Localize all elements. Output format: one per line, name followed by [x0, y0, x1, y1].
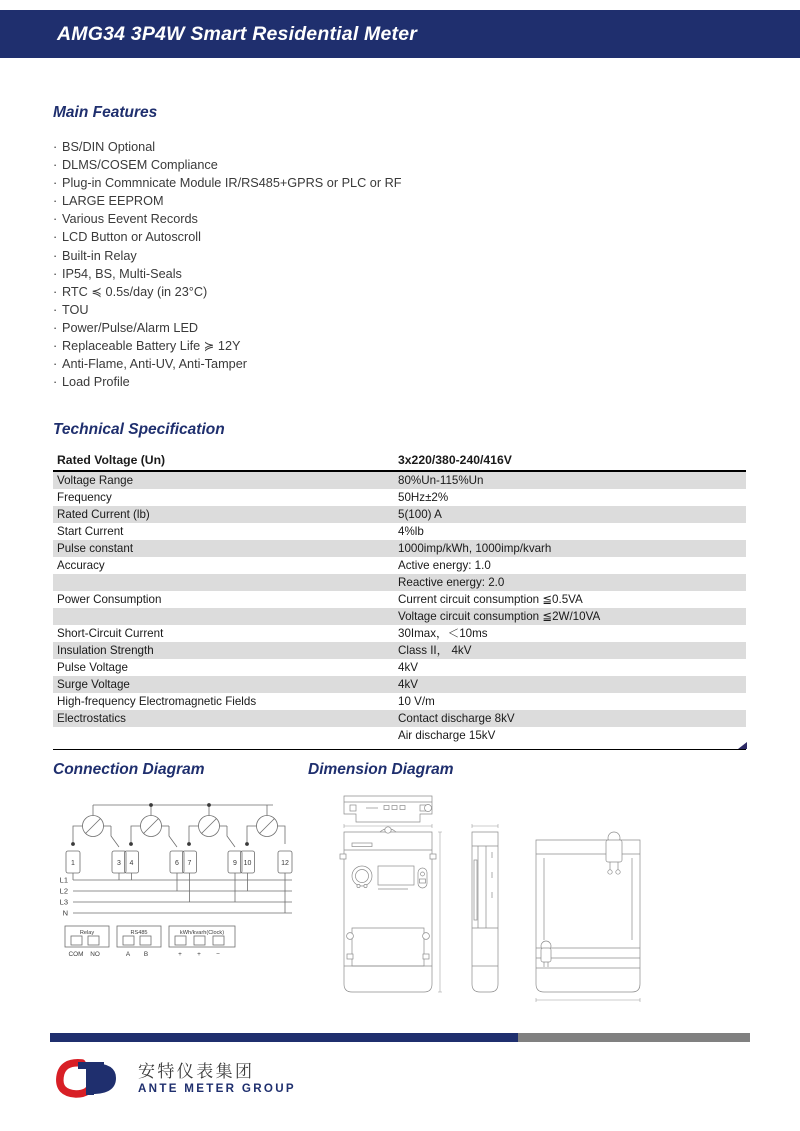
ct-group-3	[189, 805, 235, 847]
list-item	[53, 228, 513, 246]
table-cell-value: 1000imp/kWh, 1000imp/kvarh	[394, 540, 746, 557]
list-item	[53, 337, 513, 355]
ct-group-2	[131, 805, 177, 847]
table-bottom-rule	[53, 749, 746, 750]
dimension-diagram-figure	[322, 788, 747, 1013]
table-cell-label: Voltage Range	[53, 471, 394, 489]
terminal-pin-label: NO	[90, 951, 100, 958]
table-cell-value: 30Imax，＜10ms	[394, 625, 746, 642]
dimension-diagram-heading: Dimension Diagram	[308, 761, 454, 778]
phase-label: N	[62, 908, 68, 918]
terminal-pin-label-group	[69, 951, 221, 958]
terminal-number: 12	[281, 860, 289, 867]
bullet-marker: ·	[53, 140, 58, 154]
table-cell-label: Rated Voltage (Un)	[53, 452, 394, 471]
table-cell-value: 4kV	[394, 659, 746, 676]
table-cell-label: Accuracy	[53, 557, 394, 574]
terminal-pin-label: −	[216, 951, 220, 958]
bullet-marker: ·	[53, 230, 58, 245]
terminal-pin-label: A	[125, 951, 131, 958]
table-row	[53, 608, 746, 625]
table-cell-label: Electrostatics	[53, 710, 394, 727]
technical-specification-heading: Technical Specification	[53, 421, 225, 438]
list-item	[53, 301, 513, 319]
list-item	[53, 283, 513, 301]
table-cell-value: 5(100) A	[394, 506, 746, 523]
table-cell-value: Current circuit consumption ≦0.5VA	[394, 591, 746, 608]
list-item	[53, 210, 513, 228]
list-item	[53, 373, 513, 391]
bullet-marker: ·	[53, 284, 58, 299]
table-cell-value: 4kV	[394, 676, 746, 693]
table-cell-label: Power Consumption	[53, 591, 394, 608]
ante-meter-group-logo	[52, 1053, 130, 1105]
table-row	[53, 642, 746, 659]
table-cell-label: Insulation Strength	[53, 642, 394, 659]
list-item	[53, 174, 513, 192]
feature-label: RTC ≼ 0.5s/day (in 23°C)	[62, 284, 208, 299]
table-cell-label: Frequency	[53, 489, 394, 506]
junction-dot	[207, 803, 211, 807]
table-cell-value: Active energy: 1.0	[394, 557, 746, 574]
bullet-marker: ·	[53, 176, 58, 191]
table-cell-value: Air discharge 15kV	[394, 727, 746, 744]
bullet-marker: ·	[53, 375, 58, 390]
terminal-number: 7	[187, 860, 192, 867]
feature-label: Anti-Flame, Anti-UV, Anti-Tamper	[62, 357, 247, 372]
table-header-row	[53, 452, 746, 471]
feature-label: LARGE EEPROM	[62, 194, 164, 209]
bullet-marker: ·	[53, 158, 58, 173]
terminal-block-title-group	[80, 930, 224, 936]
page-title-bar	[0, 10, 800, 58]
footer-rule	[50, 1033, 750, 1042]
table-cell-value: 10 V/m	[394, 693, 746, 710]
junction-dot	[129, 842, 133, 846]
table-row	[53, 693, 746, 710]
terminal-block-title: RS485	[130, 930, 148, 936]
main-features-heading: Main Features	[53, 104, 158, 121]
table-cell-label: High-frequency Electromagnetic Fields	[53, 693, 394, 710]
table-cell-value: Voltage circuit consumption ≦2W/10VA	[394, 608, 746, 625]
table-row	[53, 659, 746, 676]
phase-label: L3	[59, 897, 68, 907]
bullet-marker: ·	[53, 320, 58, 335]
terminal-pin-label: COM	[68, 951, 84, 958]
feature-label: Built-in Relay	[62, 248, 137, 263]
feature-label: TOU	[62, 302, 89, 317]
specification-table	[53, 452, 746, 744]
terminal-pin-label: +	[178, 951, 182, 958]
phase-label: L1	[59, 875, 68, 885]
phase-label-group	[60, 876, 68, 918]
connection-diagram-figure	[55, 795, 305, 970]
bullet-marker: ·	[53, 194, 58, 209]
meter-rear-view	[536, 832, 640, 992]
bullet-marker: ·	[53, 212, 58, 227]
meter-top-view	[344, 796, 432, 822]
table-row	[53, 540, 746, 557]
connection-diagram-heading: Connection Diagram	[53, 761, 205, 778]
list-item	[53, 247, 513, 265]
table-row	[53, 574, 746, 591]
table-cell-value: 50Hz±2%	[394, 489, 746, 506]
main-features-list	[53, 138, 513, 391]
feature-label: Power/Pulse/Alarm LED	[62, 320, 199, 335]
table-cell-value: Contact discharge 8kV	[394, 710, 746, 727]
table-cell-value: Class II， 4kV	[394, 642, 746, 659]
table-cell-label: Rated Current (lb)	[53, 506, 394, 523]
bullet-marker: ·	[53, 266, 58, 281]
terminal-number: 6	[175, 860, 179, 867]
list-item	[53, 265, 513, 283]
table-cell-label: Pulse Voltage	[53, 659, 394, 676]
ct-group-1	[73, 805, 119, 847]
table-row	[53, 506, 746, 523]
feature-label: Plug-in Commnicate Module IR/RS485+GPRS or PLC or RF	[62, 176, 402, 191]
table-row	[53, 591, 746, 608]
table-cell-label	[53, 608, 394, 625]
feature-label: BS/DIN Optional	[62, 140, 156, 154]
phase-label: L2	[59, 886, 68, 896]
table-cell-value: 4%lb	[394, 523, 746, 540]
table-row	[53, 727, 746, 744]
table-cell-value: 80%Un-115%Un	[394, 471, 746, 489]
junction-dot	[187, 842, 191, 846]
table-cell-label: Start Current	[53, 523, 394, 540]
brand-text-block	[138, 1062, 296, 1096]
list-item	[53, 156, 513, 174]
junction-dot	[149, 803, 153, 807]
brand-name-en: ANTE METER GROUP	[138, 1082, 296, 1095]
list-item	[53, 355, 513, 373]
table-row	[53, 557, 746, 574]
bullet-marker: ·	[53, 248, 58, 263]
terminal-number: 1	[71, 860, 75, 867]
feature-label: Various Eevent Records	[62, 212, 198, 227]
footer-brand	[52, 1053, 296, 1105]
terminal-pin-label: B	[143, 951, 149, 958]
feature-label: DLMS/COSEM Compliance	[62, 158, 218, 173]
bullet-marker: ·	[53, 357, 58, 372]
list-item	[53, 138, 513, 156]
bullet-marker: ·	[53, 339, 58, 354]
table-cell-label: Pulse constant	[53, 540, 394, 557]
table-row	[53, 471, 746, 489]
feature-label: IP54, BS, Multi-Seals	[62, 266, 182, 281]
terminal-block-title: kWh/kvarh(Clock)	[179, 930, 225, 936]
terminal-number: 10	[243, 860, 252, 867]
table-cell-label	[53, 574, 394, 591]
page-title: AMG34 3P4W Smart Residential Meter	[57, 22, 418, 45]
meter-front-view	[340, 827, 436, 992]
terminal-block-title: Relay	[79, 930, 95, 936]
meter-side-view	[472, 832, 498, 992]
terminal-number: 3	[117, 860, 121, 867]
table-cell-value: Reactive energy: 2.0	[394, 574, 746, 591]
table-row	[53, 676, 746, 693]
footer-rule-gray-segment	[518, 1033, 750, 1042]
table-cell-label: Surge Voltage	[53, 676, 394, 693]
list-item	[53, 319, 513, 337]
feature-label: Replaceable Battery Life ≽ 12Y	[62, 339, 241, 354]
ct-group-4	[247, 805, 285, 844]
terminal-number-group	[71, 860, 289, 867]
junction-dot	[71, 842, 75, 846]
junction-dot	[245, 842, 249, 846]
list-item	[53, 192, 513, 210]
feature-label: LCD Button or Autoscroll	[62, 230, 201, 245]
terminal-pin-label: +	[197, 951, 201, 958]
table-cell-label	[53, 727, 394, 744]
bullet-marker: ·	[53, 302, 58, 317]
brand-name-cn: 安特仪表集团	[138, 1062, 255, 1082]
table-row	[53, 523, 746, 540]
feature-label: Load Profile	[62, 375, 130, 390]
table-cell-value: 3x220/380-240/416V	[394, 452, 746, 471]
terminal-number: 9	[233, 860, 237, 867]
footer-rule-navy-segment	[50, 1033, 518, 1042]
table-row	[53, 710, 746, 727]
table-cell-label: Short-Circuit Current	[53, 625, 394, 642]
terminal-number: 4	[129, 860, 134, 867]
table-row	[53, 489, 746, 506]
table-row	[53, 625, 746, 642]
